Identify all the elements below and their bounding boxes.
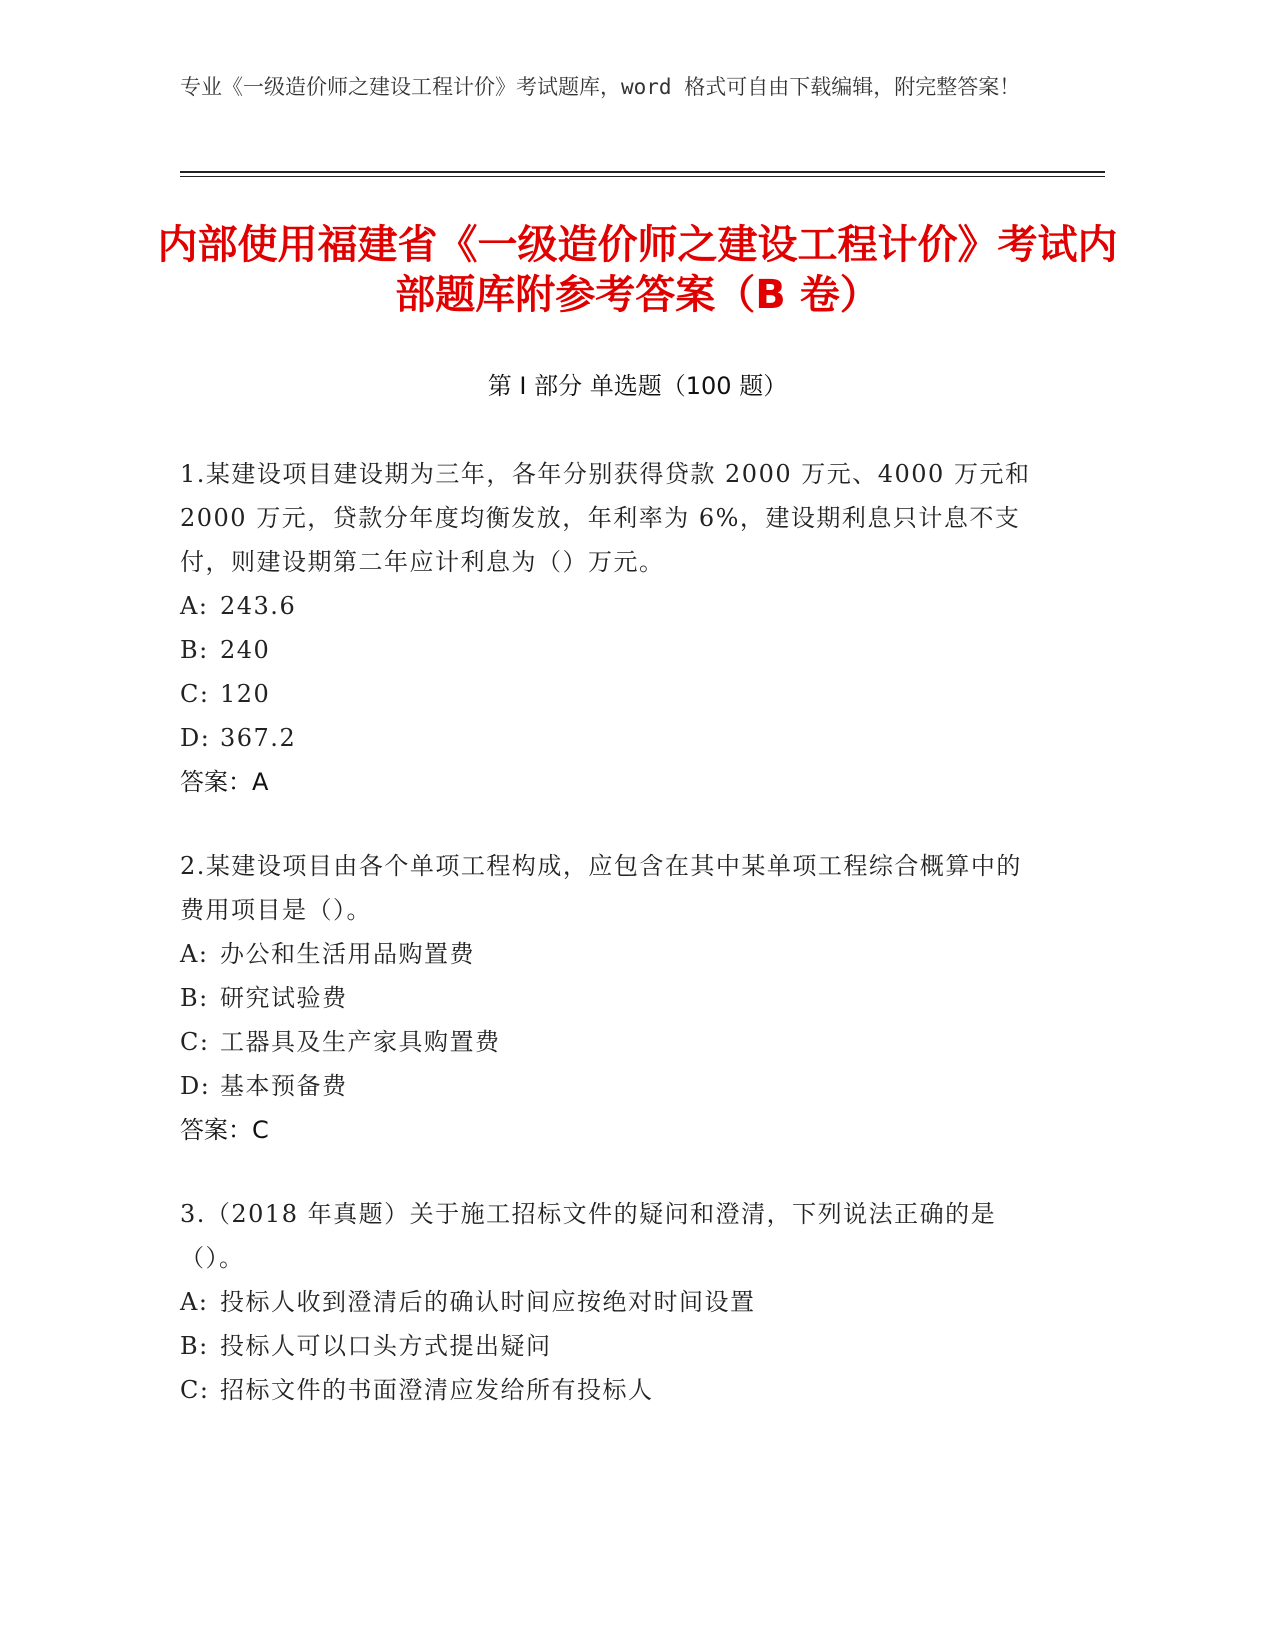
option-text: 367.2	[220, 724, 297, 752]
option-text: 投标人可以口头方式提出疑问	[220, 1332, 552, 1360]
option-key: B:	[180, 1332, 209, 1360]
question-stem: 2.某建设项目由各个单项工程构成，应包含在其中某单项工程综合概算中的费用项目是（）。	[180, 852, 1022, 924]
option-a	[180, 1280, 1035, 1324]
question-list	[180, 452, 1035, 1452]
question-2	[180, 844, 1035, 1152]
question-stem: 1.某建设项目建设期为三年，各年分别获得贷款 2000 万元、4000 万元和 2000 万元，贷款分年度均衡发放，年利率为 6%，建设期利息只计息不支付，则建设期第二年应计利息为（）万元。	[180, 460, 1031, 576]
document-title: 内部使用福建省《一级造价师之建设工程计价》考试内部题库附参考答案（B 卷）	[157, 222, 1118, 318]
option-c	[180, 672, 1035, 716]
option-text: 基本预备费	[220, 1072, 348, 1100]
option-key: B:	[180, 984, 209, 1012]
option-b	[180, 1324, 1035, 1368]
option-d	[180, 1064, 1035, 1108]
option-d	[180, 716, 1035, 760]
option-key: B:	[180, 636, 209, 664]
option-c	[180, 1020, 1035, 1064]
question-1	[180, 452, 1035, 804]
option-a	[180, 932, 1035, 976]
option-text: 120	[220, 680, 271, 708]
option-text: 办公和生活用品购置费	[220, 940, 475, 968]
question-stem: 3.（2018 年真题）关于施工招标文件的疑问和澄清，下列说法正确的是（）。	[180, 1200, 997, 1272]
option-text: 投标人收到澄清后的确认时间应按绝对时间设置	[220, 1288, 756, 1316]
option-b	[180, 628, 1035, 672]
answer-label: 答案：	[180, 1116, 252, 1144]
option-key: D:	[180, 1072, 211, 1100]
answer-value: A	[252, 768, 269, 796]
option-text: 招标文件的书面澄清应发给所有投标人	[220, 1376, 654, 1404]
option-key: C:	[180, 680, 210, 708]
option-c	[180, 1368, 1035, 1412]
header-rule-thin	[180, 176, 1105, 177]
option-text: 研究试验费	[220, 984, 348, 1012]
answer	[180, 760, 1035, 804]
question-3	[180, 1192, 1035, 1412]
answer-label: 答案：	[180, 768, 252, 796]
option-a	[180, 584, 1035, 628]
option-text: 工器具及生产家具购置费	[220, 1028, 501, 1056]
option-b	[180, 976, 1035, 1020]
option-key: C:	[180, 1376, 210, 1404]
answer	[180, 1108, 1035, 1152]
document-header-note: 专业《一级造价师之建设工程计价》考试题库，word 格式可自由下载编辑，附完整答案！	[180, 75, 1021, 99]
option-text: 243.6	[220, 592, 297, 620]
option-key: A:	[180, 940, 209, 968]
option-text: 240	[220, 636, 271, 664]
answer-value: C	[252, 1116, 269, 1144]
option-key: A:	[180, 1288, 209, 1316]
option-key: A:	[180, 592, 209, 620]
option-key: C:	[180, 1028, 210, 1056]
header-rule-thick	[180, 171, 1105, 173]
section-title: 第 I 部分 单选题（100 题）	[487, 372, 788, 400]
option-key: D:	[180, 724, 211, 752]
